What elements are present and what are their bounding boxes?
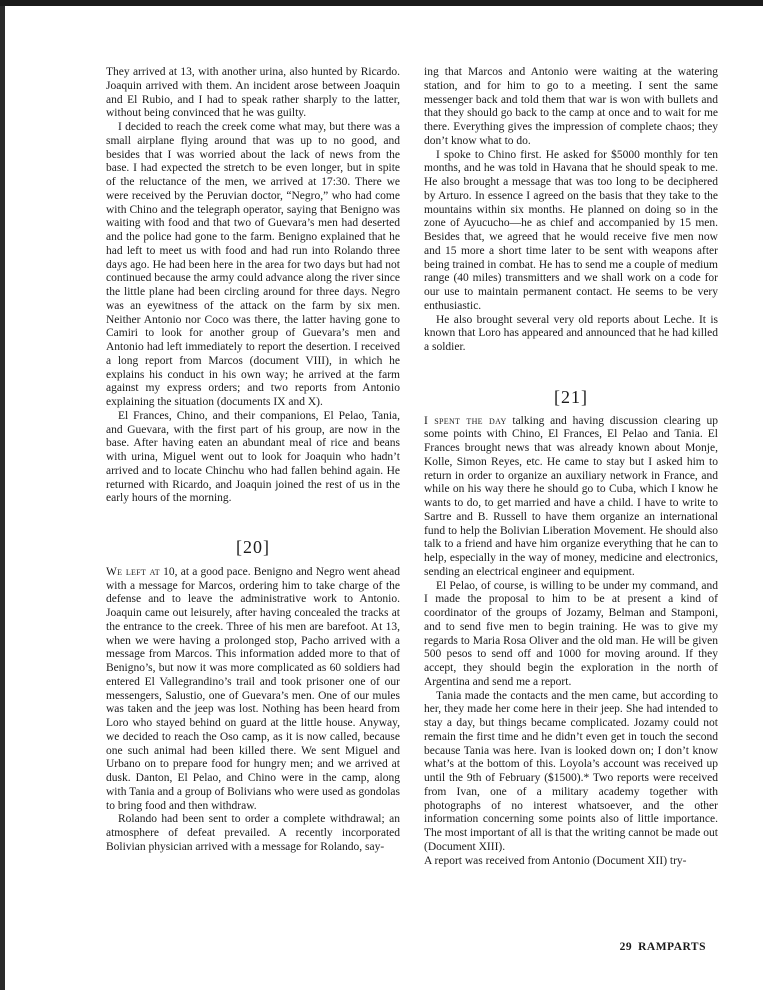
publication-name: RAMPARTS (638, 941, 706, 953)
paragraph: Tania made the contacts and the men came, but according to her, they made her come here in their jeep. She had intended to stay a day, but things became complicated. Jozamy could not remain the first time and he didn’t even get in touch the second because Tania was here. Ivan is looked down on; I don’t know what’s at the bottom of this. Loyola’s account was received up until the 9th of February ($1500).* Two reports were received from Ivan, one of a military academy together with photographs of no interest whatsoever, and the other information concerning some points also of little importance. The most important of all is that the writing cannot be made out (Document XIII). (424, 689, 718, 853)
paragraph: ing that Marcos and Antonio were waiting at the watering station, and for him to go to a meeting. I sent the same messenger back and told them that war is won with bullets and that they should go back to the camp at once and to wait for me there. Everything gives the impression of complete chaos; they don’t know what to do. (424, 66, 718, 147)
paragraph: He also brought several very old reports about Leche. It is known that Loro has appeared and announced that he had killed a soldier. (424, 313, 718, 353)
section-heading-20: [20] (236, 537, 270, 557)
paragraph: Rolando had been sent to order a complete withdrawal; an atmosphere of defeat prevailed. A recently incorporated Bolivian physician arrived with a message for Rolando, say- (106, 813, 400, 853)
paragraph: El Frances, Chino, and their companions, El Pelao, Tania, and Guevara, with the first part of his group, are now in the base. After having eaten an abundant meal of rice and beans with urina, Miguel went out to look for Joaquin who hadn’t arrived and to locate Chinchu who had fallen behind again. He returned with Ricardo, and Joaquin joined the rest of us in the early hours of the morning. (106, 409, 400, 505)
lead-in-small-caps: I spent the day (424, 414, 507, 427)
paragraph-text: 10, at a good pace. Benigno and Negro went ahead with a message for Marcos, ordering him to take charge of the defense and to leave the administrative work to Antonio. Joaquin came out leisurely, after having concealed the tracks at the entrance to the creek. Three of his men are barefoot. At 13, when we were having a prolonged stop, Pacho arrived with a message from Marcos. This information added more to that of Benigno’s, but now it was more complicated as 60 soldiers had entered El Vallegrandino’s trail and took prisoner one of our messengers, Salustio, one of Guevara’s men. One of our mules was taken and the jeep was lost. Nothing has been heard from Loro who stayed behind on guard at the little house. Anyway, we decided to reach the Oso camp, as it is now called, because one such animal had been killed there. We sent Miguel and Urbano on to prepare food for hungry men; and we arrived at dusk. Danton, El Pelao, and Chino were in the camp, along with Tania and a group of Bolivians who were used as gondolas to bring food and then withdraw. (106, 565, 400, 812)
scan-left-edge (0, 6, 5, 990)
lead-in-small-caps: We left at (106, 565, 160, 578)
paragraph: I decided to reach the creek come what may, but there was a small airplane flying around that was up to no good, and besides that I was worried about the lack of news from the base. I had expected the stretch to be even longer, but in spite of the reluctance of the men, we arrived at 17:30. There we were received by the Peruvian doctor, “Negro,” who had come with Chino and the telegraph operator, saying that Benigno was waiting with food and that two of Guevara’s men had deserted and the police had gone to the farm. Benigno explained that he had left to meet us with food and had run into Rolando three days ago. He had been here in the area for two days but had not continued because the army could advance along the river since the little plane had been circling around for three days. Negro was an eyewitness of the attack on the farm by six men. Neither Antonio nor Coco was there, the latter having gone to Camiri to look for another group of Guevara’s men and Antonio had left immediately to report the desertion. I received a long report from Marcos (document VIII), in which he explains his conduct in his own way; he arrived at the farm against my express orders; and two reports from Antonio explaining the situation (documents IX and X). (106, 121, 400, 408)
section-heading-21: [21] (554, 386, 588, 407)
page-footer (620, 941, 706, 953)
paragraph: They arrived at 13, with another urina, also hunted by Ricardo. Joaquin arrived with them. An incident arose between Joaquin and El Rubio, and I had to speak rather sharply to the latter, without being convinced that he was guilty. (106, 66, 400, 120)
page-number: 29 (619, 941, 633, 953)
paragraph: I spoke to Chino first. He asked for $5000 monthly for ten months, and he was told in Havana that he should speak to me. He also brought a message that was too long to be deciphered by Arturo. In essence I agreed on the basis that they take to the mountains within six months. He planned on doing so in the zone of Ayucucho—he as chief and accompanied by 15 men. Besides that, we agreed that he would receive five men now and 15 more a short time later to be sent with weapons after being trained in combat. He has to send me a couple of medium range (40 miles) transmitters and we shall work on a code for our use to maintain permanent contact. He seems to be very enthusiastic. (424, 148, 718, 312)
left-column (106, 66, 400, 855)
right-column (424, 66, 718, 868)
paragraph (424, 415, 718, 580)
paragraph (106, 566, 400, 814)
scan-top-edge (0, 0, 763, 6)
paragraph-text: talking and having discussion clearing up some points with Chino, El Frances, El Pelao and Tania. El Frances brought news that was already known about Monje, Kolle, Simon Reyes, etc. He came to stay but I asked him to return in order to organize an auxiliary network in France, and while on his way there he should go to Cuba, which I know he wants to do, to get married and have a child. I have to write to Sartre and B. Russell to have them organize an international fund to help the Bolivian Liberation Movement. He should also talk to a friend and have him organize everything that he can to help, especially in the way of money, medicine and electronics, sending an electrical engineer and equipment. (424, 414, 718, 578)
document-page (106, 66, 720, 971)
paragraph: El Pelao, of course, is willing to be under my command, and I made the proposal to him to be at present a kind of coordinator of the groups of Jozamy, Belman and Stamponi, and to send five men to begin training. He was to give my regards to Maria Rosa Oliver and the old man. He will be given 500 pesos to send off and 1000 for moving around. If they accept, they should begin the exploration in the north of Argentina and send me a report. (424, 579, 718, 688)
paragraph: A report was received from Antonio (Document XII) try- (424, 854, 687, 867)
